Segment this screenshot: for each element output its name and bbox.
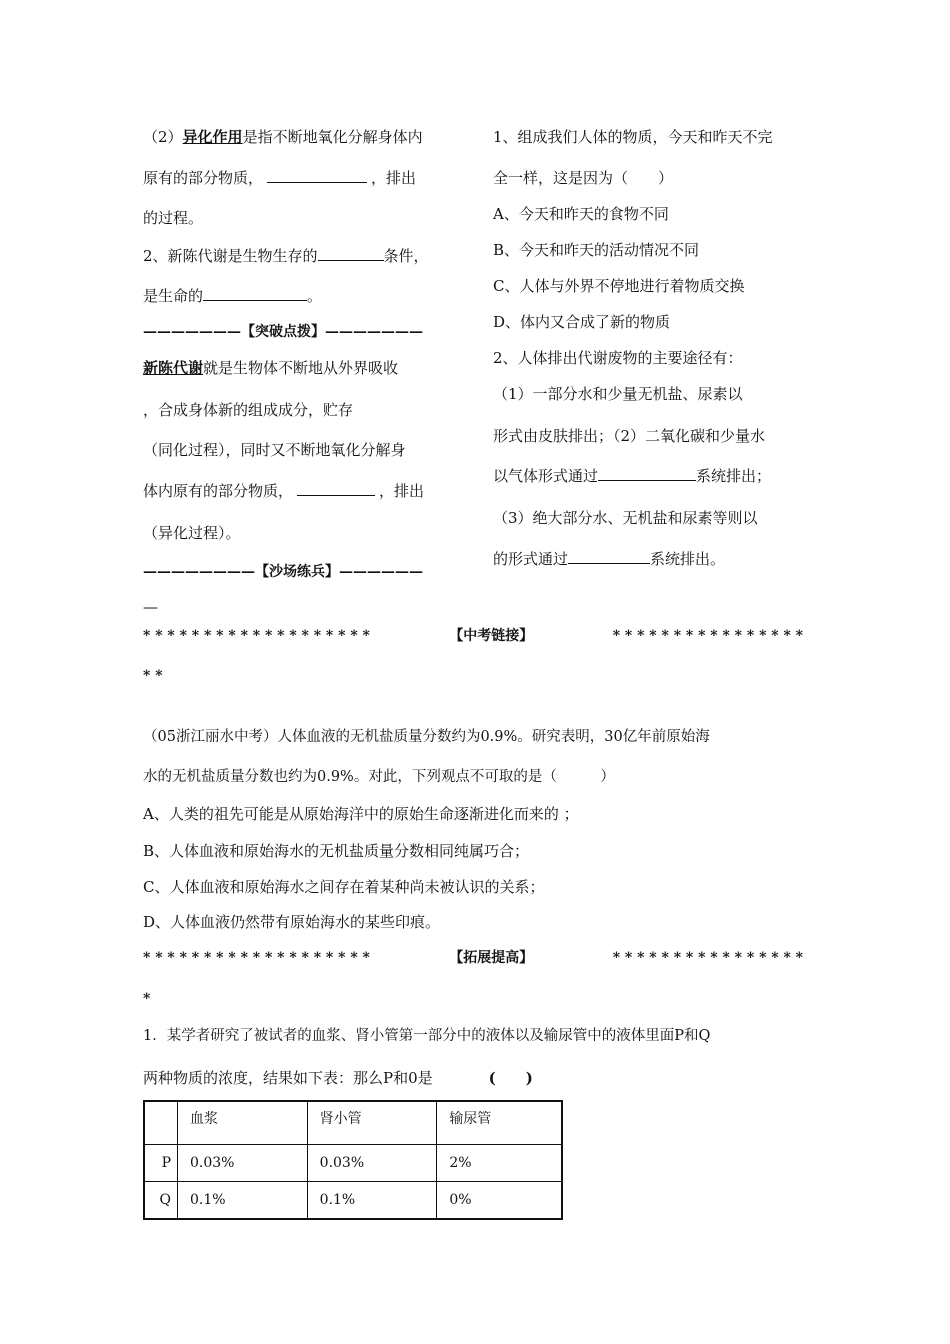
heading-shachang: ————————【沙场练兵】—————— — [143, 564, 423, 580]
tuozhan-question-line-1: 1．某学者研究了被试者的血浆、肾小管第一部分中的液体以及输尿管中的液体里面P和Q — [143, 1028, 711, 1044]
heading-row — [143, 626, 803, 646]
fill-blank[interactable] — [267, 168, 367, 183]
q2-line-1: 2、人体排出代谢废物的主要途径有： — [493, 349, 743, 367]
tupo-line-1 — [143, 358, 398, 378]
stars: * * * * * * * * * * * * * * * * — [612, 950, 803, 966]
zhongkao-question-line-2: 水的无机盐质量分数也约为0.9%。对此，下列观点不可取的是（ ） — [143, 769, 615, 785]
text: 是指不断地氧化分解身体内 — [242, 128, 423, 146]
item-number: （2） — [143, 128, 183, 146]
table-cell: P — [144, 1145, 178, 1182]
heading-row — [143, 948, 803, 968]
text: ，排出 — [379, 482, 425, 500]
fill-blank[interactable] — [318, 246, 384, 261]
text: ，排出 — [371, 169, 417, 187]
heading-tuozhan — [143, 948, 803, 968]
tupo-line-4 — [143, 481, 424, 501]
q2-line-4 — [493, 466, 771, 486]
q1-option-c[interactable]: C、人体与外界不停地进行着物质交换 — [493, 277, 745, 295]
heading-label: 【拓展提高】 — [449, 950, 534, 966]
zhongkao-option-a[interactable]: A、人类的祖先可能是从原始海洋中的原始生命逐渐进化而来的 ； — [143, 805, 579, 823]
fill-blank[interactable] — [568, 549, 650, 564]
text: 系统排出。 — [650, 550, 726, 568]
q1-line-2: 全一样，这是因为（ ） — [493, 169, 674, 187]
stars: * * * * * * * * * * * * * * * * * * * — [143, 628, 370, 644]
table-cell: Q — [144, 1182, 178, 1220]
table-cell: 0.03% — [307, 1145, 437, 1182]
text: 原有的部分物质， — [143, 169, 264, 187]
table-header-row — [144, 1101, 562, 1145]
table-cell: 0.03% — [178, 1145, 308, 1182]
metabolism-line-2 — [143, 286, 322, 306]
data-table — [143, 1100, 563, 1220]
alienation-line-2 — [143, 168, 459, 188]
heading-tupo: ———————【突破点拨】——————— — [143, 324, 423, 340]
tupo-line-3: （同化过程），同时又不断地氧化分解身 — [143, 441, 406, 459]
table-header-cell: 输尿管 — [437, 1101, 562, 1145]
stars: * * * * * * * * * * * * * * * * — [612, 628, 803, 644]
alienation-line-3: 的过程。 — [143, 209, 204, 227]
table-cell: 0% — [437, 1182, 562, 1220]
text: 两种物质的浓度，结果如下表：那么P和0是 — [143, 1069, 433, 1087]
q2-line-2: （1）一部分水和少量无机盐、尿素以 — [493, 385, 743, 403]
q2-line-3: 形式由皮肤排出；（2）二氧化碳和少量水 — [493, 427, 766, 445]
fill-blank[interactable] — [203, 286, 307, 301]
fill-blank[interactable] — [598, 466, 696, 481]
table-header-cell — [144, 1101, 178, 1145]
q1-option-b[interactable]: B、今天和昨天的活动情况不同 — [493, 241, 700, 259]
term-alienation: 异化作用 — [182, 128, 243, 146]
table-header-cell: 血浆 — [178, 1101, 308, 1145]
zhongkao-question-line-1: （05浙江丽水中考）人体血液的无机盐质量分数约为0.9%。研究表明，30亿年前原始海 — [143, 729, 710, 745]
table-cell: 0.1% — [307, 1182, 437, 1220]
table-cell: 2% — [437, 1145, 562, 1182]
table-header-cell: 肾小管 — [307, 1101, 437, 1145]
text: 以气体形式通过 — [493, 467, 599, 485]
heading-label: 【中考链接】 — [449, 628, 534, 644]
q2-line-6 — [493, 549, 725, 569]
text: 的形式通过 — [493, 550, 569, 568]
text: 。 — [307, 287, 323, 305]
heading-zhongkao — [143, 626, 803, 646]
metabolism-line-1 — [143, 246, 429, 266]
q1-option-d[interactable]: D、体内又合成了新的物质 — [493, 313, 671, 331]
zhongkao-option-c[interactable]: C、人体血液和原始海水之间存在着某种尚未被认识的关系； — [143, 878, 545, 896]
text: 是生命的 — [143, 287, 204, 305]
fill-blank[interactable] — [297, 481, 375, 496]
term-metabolism: 新陈代谢 — [143, 359, 204, 377]
tupo-line-5: （异化过程）。 — [143, 524, 241, 542]
q2-line-5: （3）绝大部分水、无机盐和尿素等则以 — [493, 509, 758, 527]
q1-option-a[interactable]: A、今天和昨天的食物不同 — [493, 205, 669, 223]
q1-line-1: 1、组成我们人体的物质，今天和昨天不完 — [493, 128, 773, 146]
text: 2、新陈代谢是生物生存的 — [143, 247, 318, 265]
text: 体内原有的部分物质， — [143, 482, 294, 500]
text: 系统排出； — [696, 467, 772, 485]
table-row — [144, 1182, 562, 1220]
tupo-line-2: ，合成身体新的组成成分，贮存 — [143, 401, 354, 419]
tuozhan-question-line-2 — [143, 1068, 533, 1088]
table-cell: 0.1% — [178, 1182, 308, 1220]
table-row — [144, 1145, 562, 1182]
heading-tuozhan-tail: * — [143, 991, 151, 1007]
answer-paren: ( ) — [488, 1069, 533, 1087]
text: 就是生物体不断地从外界吸收 — [203, 359, 399, 377]
zhongkao-option-b[interactable]: B、人体血液和原始海水的无机盐质量分数相同纯属巧合； — [143, 842, 530, 860]
heading-shachang-tail: — — [143, 598, 158, 616]
alienation-line-1 — [143, 127, 423, 147]
heading-zhongkao-tail: * * — [143, 668, 163, 684]
stars: * * * * * * * * * * * * * * * * * * * — [143, 950, 370, 966]
zhongkao-option-d[interactable]: D、人体血液仍然带有原始海水的某些印痕。 — [143, 913, 441, 931]
text: 条件， — [383, 247, 429, 265]
